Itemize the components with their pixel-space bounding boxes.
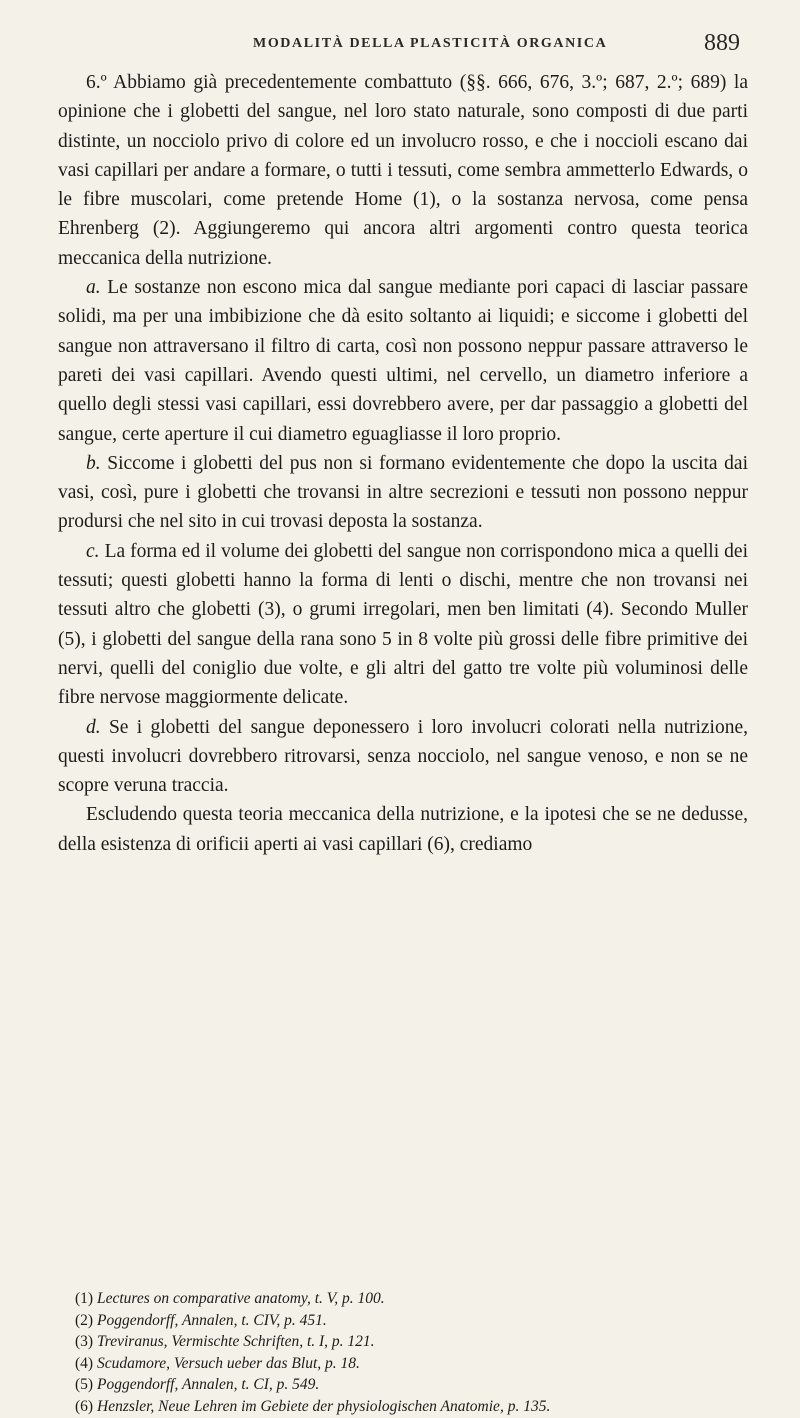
paragraph-6 bbox=[58, 68, 748, 273]
footnote-number: (2) bbox=[75, 1311, 94, 1329]
footnote bbox=[75, 1331, 755, 1353]
paragraph-conclusion bbox=[58, 800, 748, 859]
footnote bbox=[75, 1374, 755, 1396]
footnote-ref: , t. CI, p. 549. bbox=[233, 1376, 320, 1394]
paragraph-lead: d. bbox=[86, 716, 101, 738]
footnote-ref: , t. CIV, p. 451. bbox=[233, 1311, 327, 1329]
footnote-number: (6) bbox=[75, 1397, 94, 1415]
footnote-ref: , t. I, p. 121. bbox=[299, 1333, 375, 1351]
footnote-number: (4) bbox=[75, 1354, 94, 1372]
running-title: MODALITÀ DELLA PLASTICITÀ ORGANICA bbox=[253, 36, 608, 51]
page-number: 889 bbox=[704, 30, 740, 56]
paragraph-lead: a. bbox=[86, 277, 101, 299]
footnote-number: (3) bbox=[75, 1333, 94, 1351]
paragraph-lead: c. bbox=[86, 540, 100, 562]
footnote bbox=[75, 1310, 755, 1332]
footnote-ref: , p. 18. bbox=[317, 1354, 360, 1372]
paragraph-d bbox=[58, 713, 748, 801]
paragraph-text: La forma ed il volume dei globetti del sangue non corrispondono mica a quelli dei tessuti; questi globetti hanno la forma di lenti o dischi, mentre che non trovansi nei tessuti altro che globetti (3), o grumi irregolari, men ben limitati (4). Secondo Muller (5), i globetti del sangue della rana sono 5 in 8 volte più grossi delle fibre primitive dei nervi, quelli del coniglio due volte, e gli altri del gatto tre volte più voluminosi delle fibre nervose maggiormente delicate. bbox=[58, 540, 748, 709]
paragraph-text: Se i globetti del sangue deponessero i loro involucri colorati nella nutrizione, questi involucri dovrebbero ritrovarsi, senza nocciolo, nel sangue venoso, e non se ne scopre veruna traccia. bbox=[58, 716, 748, 797]
footnote-title: Treviranus, Vermischte Schriften bbox=[97, 1333, 300, 1351]
paragraph-text: 6.º Abbiamo già precedentemente combattuto (§§. 666, 676, 3.º; 687, 2.º; 689) la opinione che i globetti del sangue, nel loro stato naturale, sono composti di due parti distinte, un nocciolo privo di colore ed un involucro rosso, e che i noccioli escano dai vasi capillari per andare a formare, o tutti i tessuti, come sembra ammetterlo Edwards, o le fibre muscolari, come pretende Home (1), o la sostanza nervosa, come pensa Ehrenberg (2). Aggiungeremo qui ancora altri argomenti contro questa teorica meccanica della nutrizione. bbox=[58, 72, 748, 269]
footnote-number: (5) bbox=[75, 1376, 94, 1394]
footnote bbox=[75, 1396, 755, 1418]
footnote-title: Lectures on comparative anatomy bbox=[97, 1290, 307, 1307]
paragraph-text: Siccome i globetti del pus non si formano evidentemente che dopo la uscita dai vasi, così, pure i globetti che trovansi in altre secrezioni e tessuti non possono neppur prodursi che nel sito in cui trovasi deposta la sostanza. bbox=[58, 452, 748, 533]
paragraph-text: Le sostanze non escono mica dal sangue mediante pori capaci di lasciar passare solidi, ma per una imbibizione che dà esito soltanto ai liquidi; e siccome i globetti del sangue non attraversano il filtro di carta, così non possono neppur passare attraverso le pareti dei vasi capillari. Avendo questi ultimi, nel cervello, un diametro inferiore a quello degli stessi vasi capillari, essi dovrebbero avere, per dar passaggio a globetti del sangue, certe aperture il cui diametro eguagliasse il loro proprio. bbox=[58, 277, 748, 445]
footnotes bbox=[75, 1288, 755, 1418]
footnote-title: Scudamore, Versuch ueber das Blut bbox=[97, 1354, 318, 1372]
paragraph-text: Escludendo questa teoria meccanica della nutrizione, e la ipotesi che se ne dedusse, della esistenza di orificii aperti ai vasi capillari (6), crediamo bbox=[58, 804, 748, 855]
paragraph-b bbox=[58, 449, 748, 537]
footnote-ref: , t. V, p. 100. bbox=[306, 1290, 385, 1307]
body-text bbox=[58, 68, 748, 859]
footnote bbox=[75, 1288, 755, 1310]
footnote-ref: , p. 135. bbox=[499, 1397, 551, 1415]
footnote bbox=[75, 1353, 755, 1375]
paragraph-lead: b. bbox=[86, 452, 101, 474]
footnote-number: (1) bbox=[75, 1290, 94, 1307]
footnote-title: Henzsler, Neue Lehren im Gebiete der physiologischen Anatomie bbox=[97, 1397, 500, 1415]
footnote-title: Poggendorff, Annalen bbox=[97, 1311, 234, 1329]
footnote-title: Poggendorff, Annalen bbox=[97, 1376, 234, 1394]
paragraph-a bbox=[58, 273, 748, 449]
paragraph-c bbox=[58, 537, 748, 713]
